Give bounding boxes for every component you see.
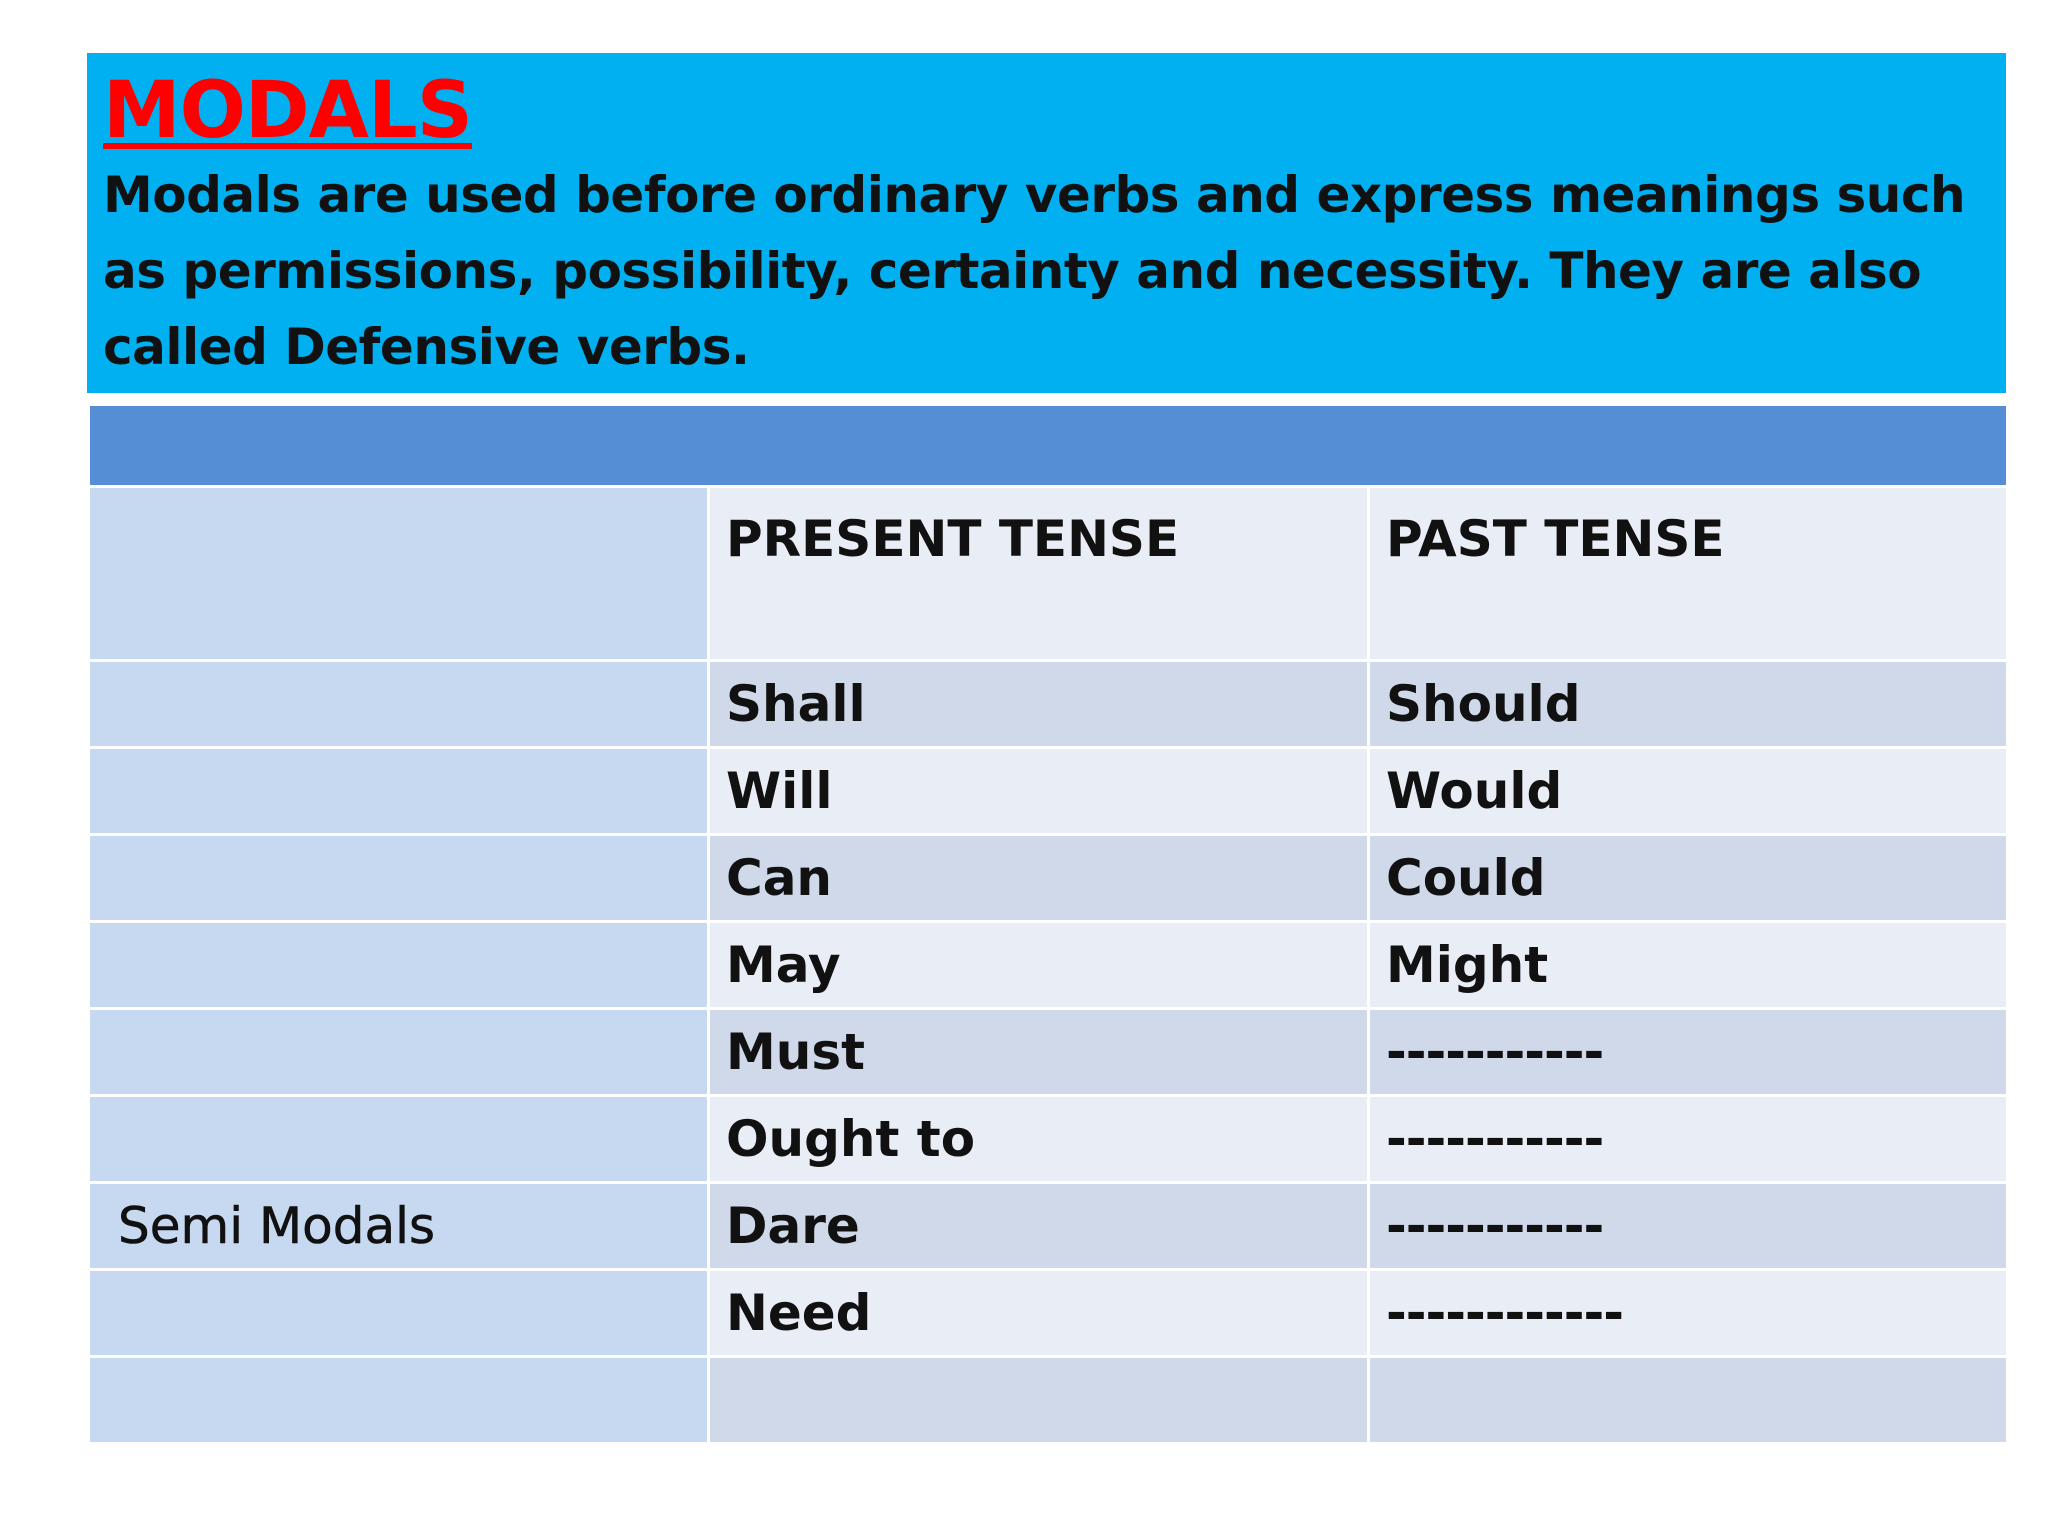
table-row xyxy=(89,1009,2008,1096)
row-present-cell: May xyxy=(709,922,1369,1009)
row-category-cell xyxy=(89,1009,709,1096)
row-present-cell: Need xyxy=(709,1270,1369,1357)
row-past-cell: Could xyxy=(1369,835,2008,922)
table-row xyxy=(89,1357,2008,1444)
header-box xyxy=(87,53,2006,393)
row-past-cell: ------------ xyxy=(1369,1270,2008,1357)
row-present-cell: Must xyxy=(709,1009,1369,1096)
table-row xyxy=(89,835,2008,922)
row-present-cell: Will xyxy=(709,748,1369,835)
table-band xyxy=(89,405,2008,487)
table-row xyxy=(89,748,2008,835)
row-category-cell xyxy=(89,1270,709,1357)
table-row xyxy=(89,1183,2008,1270)
row-category-cell xyxy=(89,1357,709,1444)
table-header-row xyxy=(89,487,2008,661)
table-row xyxy=(89,922,2008,1009)
row-category-cell xyxy=(89,922,709,1009)
modals-table-container xyxy=(87,403,2006,1445)
row-past-cell: Might xyxy=(1369,922,2008,1009)
row-present-cell: Can xyxy=(709,835,1369,922)
row-category-cell xyxy=(89,748,709,835)
row-category-cell: Semi Modals xyxy=(89,1183,709,1270)
row-present-cell: Ought to xyxy=(709,1096,1369,1183)
slide-description: Modals are used before ordinary verbs and express meanings such as permissions, possibility, certainty and necessity. They are also called Defensive verbs. xyxy=(103,166,1966,376)
row-present-cell: Dare xyxy=(709,1183,1369,1270)
row-past-cell xyxy=(1369,1357,2008,1444)
modals-table xyxy=(87,403,2009,1445)
row-past-cell: Would xyxy=(1369,748,2008,835)
header-cell-present-tense: PRESENT TENSE xyxy=(709,487,1369,661)
row-past-cell: Should xyxy=(1369,661,2008,748)
table-band-row xyxy=(89,405,2008,487)
table-row xyxy=(89,661,2008,748)
slide-title: MODALS xyxy=(103,66,472,156)
row-category-cell xyxy=(89,1096,709,1183)
row-category-cell xyxy=(89,835,709,922)
header-cell-category xyxy=(89,487,709,661)
row-present-cell xyxy=(709,1357,1369,1444)
row-past-cell: ----------- xyxy=(1369,1183,2008,1270)
header-cell-past-tense: PAST TENSE xyxy=(1369,487,2008,661)
row-past-cell: ----------- xyxy=(1369,1009,2008,1096)
table-row xyxy=(89,1270,2008,1357)
row-past-cell: ----------- xyxy=(1369,1096,2008,1183)
row-present-cell: Shall xyxy=(709,661,1369,748)
row-category-cell xyxy=(89,661,709,748)
table-row xyxy=(89,1096,2008,1183)
